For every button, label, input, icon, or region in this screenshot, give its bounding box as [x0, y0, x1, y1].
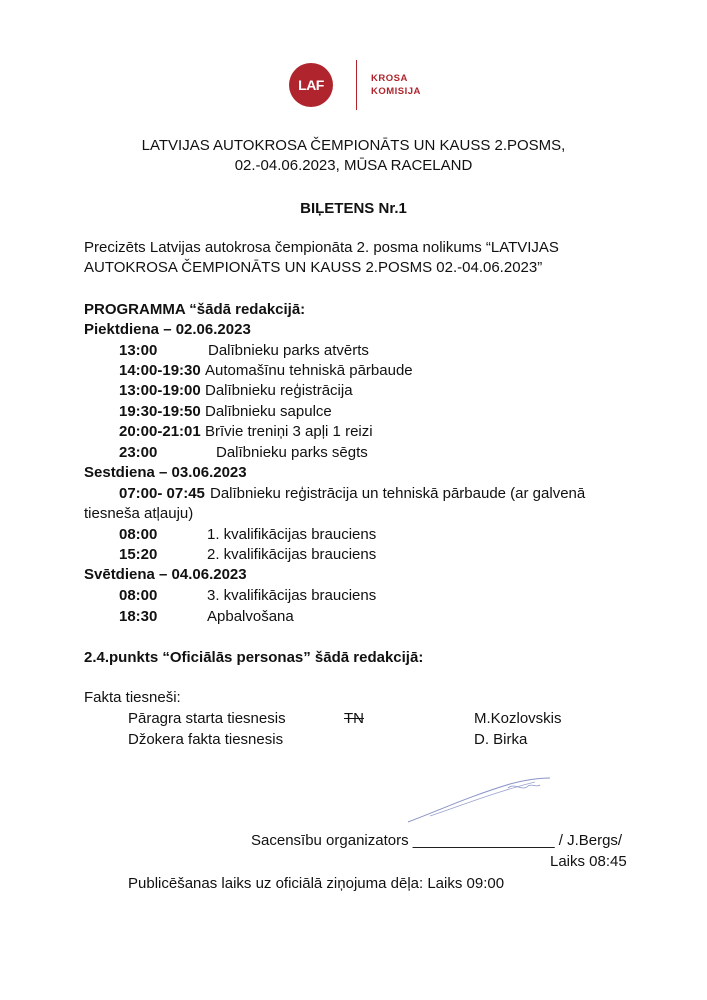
publication-time: Publicēšanas laiks uz oficiālā ziņojuma dēļa: Laiks 09:00: [128, 875, 505, 892]
intro-line1: Precizēts Latvijas autokrosa čempionāta 2. posma nolikums “LATVIJAS: [84, 239, 559, 256]
schedule-time: 13:00-19:00: [119, 382, 201, 399]
program-heading: PROGRAMMA “šādā redakcijā:: [84, 301, 306, 318]
officials-subheading: Fakta tiesneši:: [84, 689, 181, 706]
schedule-time: 18:30: [119, 608, 158, 625]
schedule-text-cont: tiesneša atļauju): [84, 505, 194, 522]
schedule-text: Dalībnieku sapulce: [205, 403, 332, 420]
sunday-label: Svētdiena – 04.06.2023: [84, 566, 247, 583]
schedule-time: 23:00: [119, 444, 158, 461]
signature-scribble: [400, 770, 560, 830]
schedule-text: 2. kvalifikācijas brauciens: [207, 546, 377, 563]
schedule-time: 07:00- 07:45: [119, 485, 205, 502]
schedule-text: 3. kvalifikācijas brauciens: [207, 587, 377, 604]
schedule-time: 20:00-21:01: [119, 423, 201, 440]
bulletin-title: BIĻETENS Nr.1: [300, 200, 407, 217]
logo-line1: KROSA: [371, 73, 408, 84]
schedule-time: 08:00: [119, 526, 158, 543]
schedule-text: 1. kvalifikācijas brauciens: [207, 526, 377, 543]
logo-line2: KOMISIJA: [371, 86, 421, 97]
logo-divider: [356, 60, 357, 110]
laf-logo: [289, 63, 333, 107]
organizer-line: Sacensību organizators _________________ / J.Bergs/: [251, 832, 623, 849]
logo-mark: LAF: [298, 77, 324, 93]
schedule-time: 14:00-19:30: [119, 362, 201, 379]
friday-label: Piektdiena – 02.06.2023: [84, 321, 251, 338]
intro-line2: AUTOKROSA ČEMPIONĀTS UN KAUSS 2.POSMS 02.-04.06.2023”: [84, 259, 543, 276]
schedule-time: 15:20: [119, 546, 158, 563]
official-role: Pāragra starta tiesnesis: [128, 710, 286, 727]
official-name: D. Birka: [474, 731, 528, 748]
schedule-text: Dalībnieku parks sēgts: [216, 444, 368, 461]
official-name: M.Kozlovskis: [474, 710, 562, 727]
title-line2: 02.-04.06.2023, MŪSA RACELAND: [234, 157, 473, 174]
schedule-text: Dalībnieku parks atvērts: [208, 342, 369, 359]
saturday-label: Sestdiena – 03.06.2023: [84, 464, 247, 481]
schedule-text: Dalībnieku reģistrācija un tehniskā pārbaude (ar galvenā: [210, 485, 586, 502]
officials-heading: 2.4.punkts “Oficiālās personas” šādā redakcijā:: [84, 649, 424, 666]
logo-text: [371, 72, 421, 98]
schedule-time: 13:00: [119, 342, 158, 359]
organizer-time: Laiks 08:45: [550, 853, 627, 870]
schedule-text: Apbalvošana: [207, 608, 294, 625]
schedule-text: Automašīnu tehniskā pārbaude: [205, 362, 413, 379]
schedule-time: 19:30-19:50: [119, 403, 201, 420]
title-line1: LATVIJAS AUTOKROSA ČEMPIONĀTS UN KAUSS 2.POSMS,: [141, 137, 566, 154]
official-role: Džokera fakta tiesnesis: [128, 731, 284, 748]
official-old-name: TN: [344, 710, 364, 727]
schedule-text: Brīvie treniņi 3 apļi 1 reizi: [205, 423, 373, 440]
schedule-time: 08:00: [119, 587, 158, 604]
schedule-text: Dalībnieku reģistrācija: [205, 382, 353, 399]
